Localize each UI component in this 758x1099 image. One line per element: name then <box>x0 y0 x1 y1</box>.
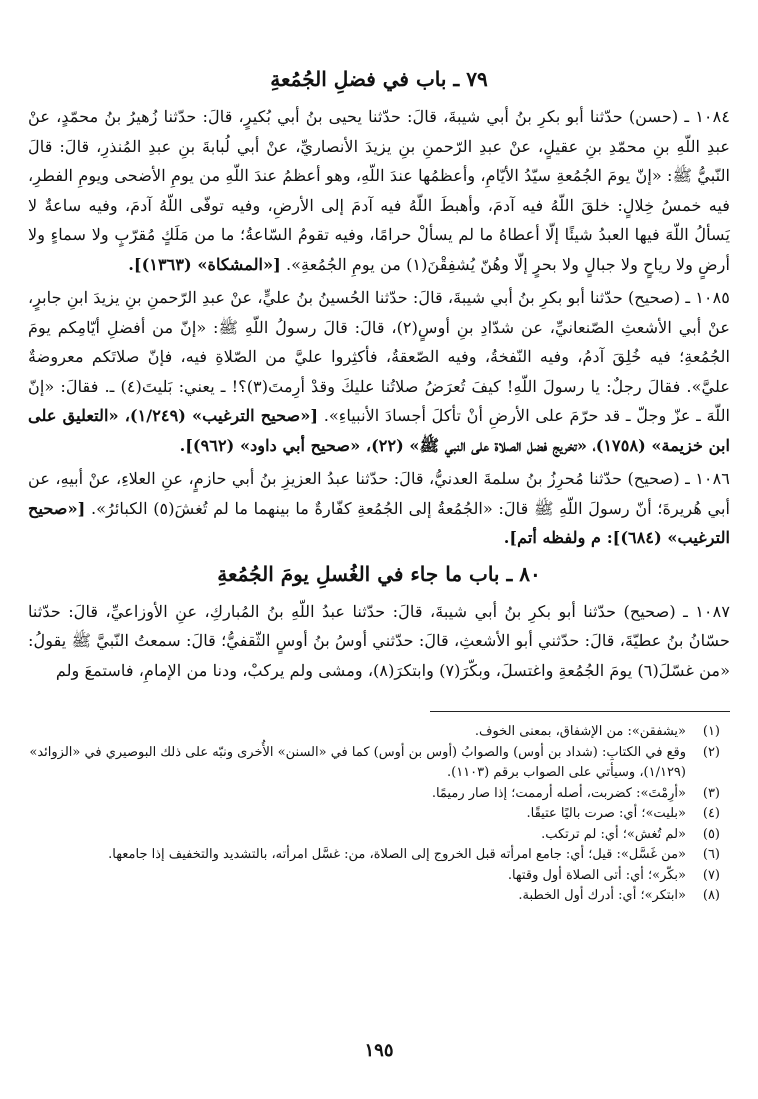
hadith-reference: [«صحيح الترغيب» (٦٨٤)]: م ولفظه أتم]. <box>28 498 730 547</box>
chapter-heading-79: ٧٩ ـ باب في فضلِ الجُمُعةِ <box>270 67 488 91</box>
hadith-number: ١٠٨٥ ـ <box>685 288 730 307</box>
hadith-reference: [«صحيح الترغيب» (١/٢٤٩)، «التعليق على ابن خزيمة» (١٧٥٨)، «تخريج فضل الصلاة على النبي ﷺ» (٢٢)، «صحيح أبي داود» (٩٦٢)]. <box>28 406 730 455</box>
chapter-heading-80: ٨٠ ـ باب ما جاء في الغُسلِ يومَ الجُمُعةِ <box>217 561 541 586</box>
footnote <box>28 825 730 846</box>
hadith-1086 <box>28 464 730 553</box>
footnote-text: «بليت»؛ أي: صرت باليًا عتيقًا. <box>526 806 686 821</box>
footnote-text: «بكّر»؛ أي: أتى الصلاة أول وقتها. <box>507 867 686 883</box>
footnote <box>28 722 730 743</box>
footnote-number: (١) <box>702 724 720 739</box>
hadith-number: ١٠٨٦ ـ <box>685 469 730 488</box>
footnote-divider <box>430 711 730 712</box>
hadith-reference: [«المشكاة» (١٣٦٣)]. <box>128 254 281 274</box>
hadith-text: (صحيح) حدّثنا أبو بكرِ بنُ أبي شيبةَ، قالَ: حدّثنا الحُسينُ بنُ عليٍّ، عنْ عبدِ الرّحمنِ بنِ يزيدَ ابنِ جابرٍ، عنْ أبي الأشعثِ الصّنعانيِّ، عن شدّادِ بنِ أوسٍ(٢)، قالَ: قالَ رسولُ اللّهِ ﷺ: «إنّ من أفضلِ أيّامِكم يومَ الجُمُعةِ؛ فيه خُلِقَ آدمُ، وفيه النّفخةُ، وفيه الصّعقةُ، فأكثِروا عليَّ من الصّلاةِ فيه، فإنّ صلاتَكم معروضةٌ عليَّ». فقالَ رجلٌ: يا رسولَ اللّهِ! كيفَ تُعرَضُ صلاتُنا عليكَ وقدْ أرِمتَ(٣)؟! ـ يعني: بَليتَ(٤) ـ. فقالَ: «إنّ اللّهَ ـ عزّ وجلّ ـ قد حرّمَ على الأرضِ أنْ تأكلَ أجسادَ الأنبياءِ». <box>28 288 730 425</box>
footnote <box>28 804 730 825</box>
hadith-number: ١٠٨٤ ـ <box>684 107 731 126</box>
footnote-number: (٢) <box>702 744 720 760</box>
page-number: ١٩٥ <box>364 1040 394 1061</box>
hadith-1085 <box>28 283 730 460</box>
hadith-number: ١٠٨٧ ـ <box>683 601 731 621</box>
hadith-text: (صحيح) حدّثنا مُحرِزُ بنُ سلمةَ العدنيُّ، قالَ: حدّثنا عبدُ العزيزِ بنُ أبي حازمٍ، عنِ العلاءِ، عنْ أبيهِ، عن أبي هُريرةَ؛ أنّ رسولَ اللّهِ ﷺ قالَ: «الجُمُعةُ إلى الجُمُعةِ كفّارةٌ ما بينهما ما لم تُغشَ(٥) الكبائرُ». <box>28 469 730 518</box>
footnote <box>28 845 730 866</box>
footnote-number: (٨) <box>702 888 720 903</box>
footnote-number: (٧) <box>702 867 720 883</box>
footnote-text: «يشفقن»: من الإشفاق، بمعنى الخوف. <box>474 724 686 739</box>
footnote <box>28 886 730 907</box>
hadith-1087 <box>28 597 730 686</box>
hadith-text: (حسن) حدّثنا أبو بكرِ بنُ أبي شيبةَ، قالَ: حدّثنا يحيى بنُ أبي بُكيرٍ، قالَ: حدّثنا زُهيرُ بنُ محمّدٍ، عنْ عبدِ اللّهِ بنِ محمّدِ بنِ عقيلٍ، عنْ عبدِ الرّحمنِ بنِ يزيدَ الأنصاريِّ، عنْ أبي لُبابةَ بنِ عبدِ المُنذرِ، قالَ: قالَ النّبيُّ ﷺ: «إنّ يومَ الجُمُعةِ سيّدُ الأيّامِ، وأعظمُها عندَ اللّهِ، وهو أعظمُ عندَ اللّهِ من يومِ الأضحى ويومِ الفطرِ، فيه خمسُ خِلالٍ: خلقَ اللّهُ فيه آدمَ، وأهبطَ اللّهُ فيه آدمَ إلى الأرضِ، وفيه توفّى اللّهُ آدمَ، وفيه ساعةٌ لا يَسألُ اللّهَ فيها العبدُ شيئًا إلّا أعطاهُ ما لم يسألْ حرامًا، وفيه تقومُ السّاعةُ؛ ما من مَلَكٍ مُقرّبٍ ولا سماءٍ ولا أرضٍ ولا رياحٍ ولا جبالٍ ولا بحرٍ إلّا وهُنّ يُشفِقْنَ(١) من يومِ الجُمُعةِ». <box>28 107 730 274</box>
footnote-number: (٦) <box>702 847 720 862</box>
footnote <box>28 743 730 784</box>
footnote-text: «ابتكر»؛ أي: أدرك أول الخطبة. <box>518 888 686 903</box>
footnote <box>28 866 730 887</box>
footnote-text: «من غَسَّل»: قيل؛ أي: جامع امرأته قبل الخروج إلى الصلاة، من: غسَّل امرأته، بالتشديد والتخفيف إذا جامعها. <box>108 847 686 862</box>
footnote <box>28 784 730 805</box>
hadith-text: (صحيح) حدّثنا أبو بكرِ بنُ أبي شيبةَ، قالَ: حدّثنا عبدُ اللّهِ بنُ المُباركِ، عنِ الأوزاعيِّ، قالَ: حدّثنا حسّانُ بنُ عطيّةَ، قالَ: حدّثني أبو الأشعثِ، قالَ: حدّثني أوسُ بنُ أوسٍ الثّقفيُّ؛ قالَ: سمعتُ النّبيَّ ﷺ يقولُ: «من غسّلَ(٦) يومَ الجُمُعةِ واغتسلَ، وبكّرَ(٧) وابتكرَ(٨)، ومشى ولم يركبْ، ودنا من الإمامِ، فاستمعَ ولم <box>28 601 730 680</box>
footnote-number: (٤) <box>702 806 720 821</box>
hadith-1084 <box>28 102 730 279</box>
footnotes <box>28 722 730 907</box>
footnote-text: «لم تُغش»؛ أي: لم ترتكب. <box>541 826 686 842</box>
footnote-number: (٥) <box>702 826 720 842</box>
footnote-text: «أرِمْتَ»: كضربت، أصله أرممت؛ إذا صار رميمًا. <box>431 785 686 801</box>
footnote-number: (٣) <box>702 785 720 801</box>
footnote-text: وقع في الكتابِ: (شداد بن أوس) والصوابُ (أوس بن أوس) كما في «السنن» الأُخرى ونبّه على ذلك البوصيري في «الزوائد» (١/١٢٩)، وسيأتي على الصواب برقم (١١٠٣). <box>29 744 686 780</box>
